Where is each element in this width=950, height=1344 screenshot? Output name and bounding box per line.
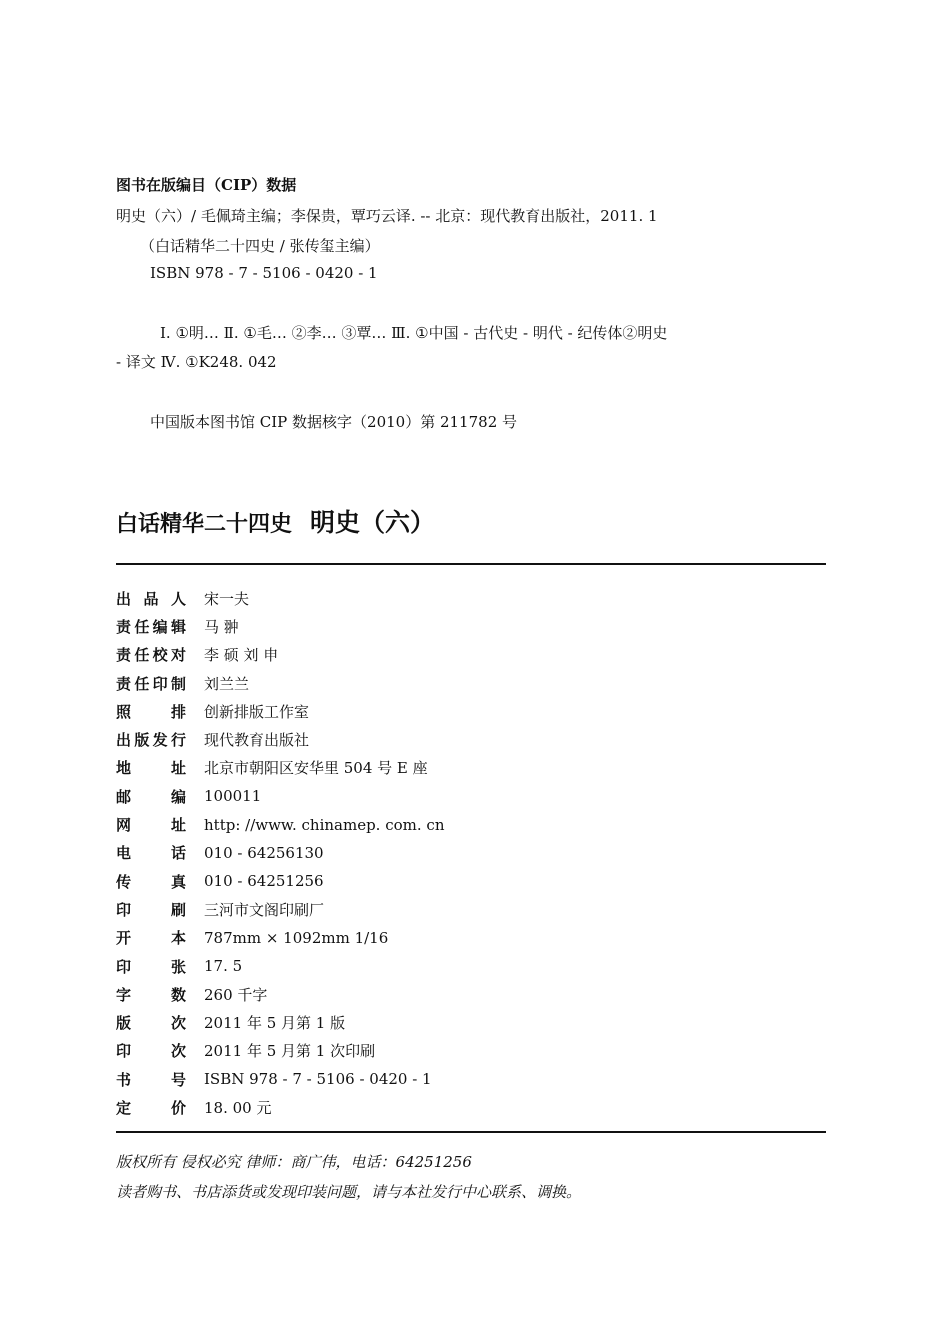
info-value: 创新排版工作室 bbox=[204, 702, 310, 721]
info-row bbox=[116, 754, 816, 782]
info-label: 邮编 bbox=[116, 787, 186, 806]
cip-line-5: - 译文 Ⅳ. ①K248. 042 bbox=[116, 353, 277, 371]
info-label: 出品人 bbox=[116, 589, 186, 608]
info-label: 网址 bbox=[116, 816, 186, 835]
info-value: http: //www. chinamep. com. cn bbox=[204, 815, 445, 834]
info-value: 刘兰兰 bbox=[204, 674, 250, 693]
book-main-title: 明史（六） bbox=[310, 508, 436, 537]
info-row bbox=[116, 1037, 816, 1065]
cip-line-2: （白话精华二十四史 / 张传玺主编） bbox=[140, 237, 380, 255]
info-label: 责任印制 bbox=[116, 674, 186, 693]
copyright-notice: 版权所有 侵权必究 律师：商广伟，电话：64251256 bbox=[116, 1153, 472, 1171]
info-value: 260 千字 bbox=[204, 985, 268, 1004]
info-row bbox=[116, 1093, 816, 1121]
info-value: 17. 5 bbox=[204, 957, 243, 975]
info-value: 010 - 64256130 bbox=[204, 843, 324, 862]
info-row bbox=[116, 725, 816, 753]
info-value: 马 翀 bbox=[204, 617, 239, 636]
info-label: 印刷 bbox=[116, 900, 186, 919]
divider-top bbox=[116, 563, 826, 565]
info-value: 三河市文阁印刷厂 bbox=[204, 900, 325, 919]
info-row bbox=[116, 839, 816, 867]
info-label: 出版发行 bbox=[116, 731, 186, 750]
info-row bbox=[116, 612, 816, 640]
info-value: 李 硕 刘 申 bbox=[204, 646, 279, 665]
cip-line-3: ISBN 978 - 7 - 5106 - 0420 - 1 bbox=[150, 264, 378, 282]
info-label: 照排 bbox=[116, 702, 186, 721]
info-value: 2011 年 5 月第 1 次印刷 bbox=[204, 1042, 376, 1061]
info-row bbox=[116, 952, 816, 980]
cip-line-1: 明史（六）/ 毛佩琦主编；李保贵，覃巧云译. -- 北京：现代教育出版社，2011. 1 bbox=[116, 207, 658, 225]
info-row bbox=[116, 697, 816, 725]
info-row bbox=[116, 641, 816, 669]
info-value: 2011 年 5 月第 1 版 bbox=[204, 1014, 346, 1033]
info-label: 电话 bbox=[116, 844, 186, 863]
info-value: 18. 00 元 bbox=[204, 1098, 272, 1117]
info-value: ISBN 978 - 7 - 5106 - 0420 - 1 bbox=[204, 1070, 432, 1089]
info-value: 100011 bbox=[204, 787, 262, 806]
info-label: 字数 bbox=[116, 985, 186, 1004]
info-value: 宋一夫 bbox=[204, 589, 250, 608]
info-label: 印张 bbox=[116, 957, 186, 976]
info-label: 传真 bbox=[116, 872, 186, 891]
info-label: 书号 bbox=[116, 1070, 186, 1089]
info-row bbox=[116, 782, 816, 810]
info-row bbox=[116, 924, 816, 952]
info-row bbox=[116, 584, 816, 612]
info-value: 787mm × 1092mm 1/16 bbox=[204, 928, 389, 947]
info-row bbox=[116, 1065, 816, 1093]
divider-bottom bbox=[116, 1131, 826, 1133]
info-value: 010 - 64251256 bbox=[204, 872, 324, 891]
info-label: 责任编辑 bbox=[116, 617, 186, 636]
info-label: 定价 bbox=[116, 1098, 186, 1117]
info-label: 开本 bbox=[116, 929, 186, 948]
publication-info bbox=[116, 584, 816, 1122]
info-label: 责任校对 bbox=[116, 646, 186, 665]
info-row bbox=[116, 867, 816, 895]
info-label: 印次 bbox=[116, 1042, 186, 1061]
info-row bbox=[116, 810, 816, 838]
info-value: 现代教育出版社 bbox=[204, 731, 310, 750]
info-row bbox=[116, 895, 816, 923]
info-row bbox=[116, 669, 816, 697]
cip-line-4: Ⅰ. ①明… Ⅱ. ①毛… ②李… ③覃… Ⅲ. ①中国 - 古代史 - 明代 - 纪传体②明史 bbox=[160, 324, 668, 342]
book-title bbox=[116, 503, 435, 539]
cip-heading: 图书在版编目（CIP）数据 bbox=[116, 176, 297, 194]
info-label: 地址 bbox=[116, 759, 186, 778]
reader-notice: 读者购书、书店添货或发现印装问题，请与本社发行中心联系、调换。 bbox=[116, 1183, 582, 1201]
info-row bbox=[116, 1008, 816, 1036]
cip-line-6: 中国版本图书馆 CIP 数据核字（2010）第 211782 号 bbox=[150, 413, 518, 431]
info-value: 北京市朝阳区安华里 504 号 E 座 bbox=[204, 759, 428, 778]
series-title: 白话精华二十四史 bbox=[116, 511, 293, 537]
info-label: 版次 bbox=[116, 1014, 186, 1033]
info-row bbox=[116, 980, 816, 1008]
